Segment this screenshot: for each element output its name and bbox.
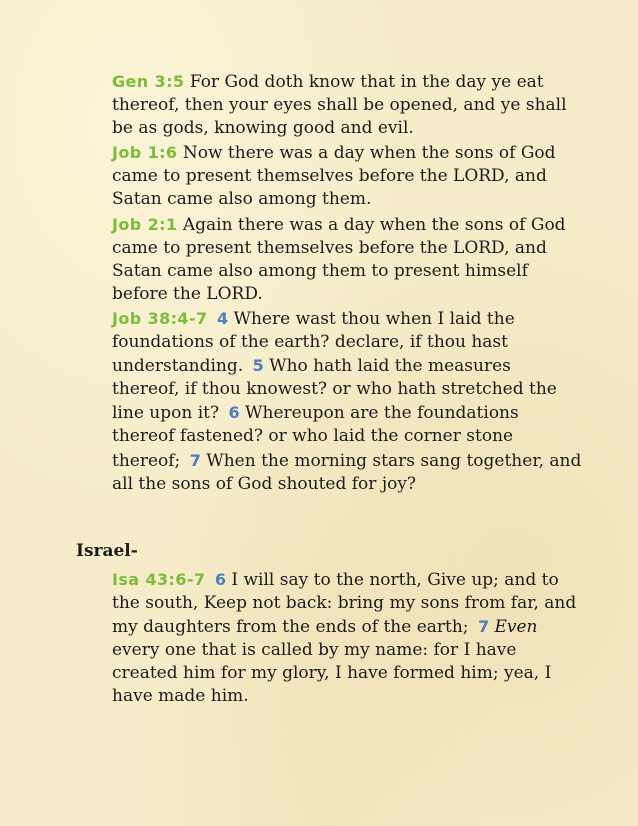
verse-number: 7 [477, 617, 490, 637]
verse-block-sons-of-god [112, 70, 582, 497]
verse-text: When the morning stars sang together, and all the sons of God shouted for joy? [112, 450, 582, 494]
verse-reference: Job 2:1 [112, 214, 178, 234]
verse-gen-3-5 [112, 70, 582, 140]
verse-text: Where wast thou when I laid the foundations of the earth? declare, if thou hast understanding. [112, 308, 515, 377]
verse-text: Who hath laid the measures thereof, if thou knowest? or who hath stretched the line upon it? [112, 356, 557, 424]
verse-isa-43-6-7 [112, 568, 582, 709]
verse-job-38-4-7 [112, 307, 582, 496]
verse-text: Again there was a day when the sons of God came to present themselves before the LORD, and Satan came also among them to present himself before the LORD. [112, 214, 566, 304]
verse-italic-word: Even [494, 617, 538, 638]
verse-reference: Job 1:6 [112, 143, 178, 163]
verse-reference: Gen 3:5 [112, 72, 185, 91]
verse-number: 5 [252, 356, 264, 376]
verse-text: Now there was a day when the sons of God came to present themselves before the LORD, and Satan came also among them. [112, 143, 556, 210]
verse-text: For God doth know that in the day ye eat thereof, then your eyes shall be opened, and ye shall be as gods, knowing good and evil. [112, 72, 567, 139]
verse-text: every one that is called by my name: for I have created him for my glory, I have formed him; yea, I have made him. [112, 640, 552, 707]
verse-number: 6 [214, 570, 226, 589]
verse-number: 7 [189, 450, 201, 470]
verse-text: I will say to the north, Give up; and to the south, Keep not back: bring my sons from far, and my daughters from the ends of the earth; [112, 570, 577, 638]
verse-number: 4 [216, 308, 229, 328]
verse-job-1-6 [112, 141, 582, 211]
section-heading-israel: Israel- [76, 541, 138, 561]
verse-job-2-1 [112, 213, 582, 306]
verse-reference: Isa 43:6-7 [112, 570, 206, 589]
verse-reference: Job 38:4-7 [112, 308, 208, 328]
verse-number: 6 [228, 403, 240, 423]
verse-text: Whereupon are the foundations thereof fastened? or who laid the corner stone thereof; [112, 403, 519, 471]
verse-block-israel [112, 568, 582, 710]
